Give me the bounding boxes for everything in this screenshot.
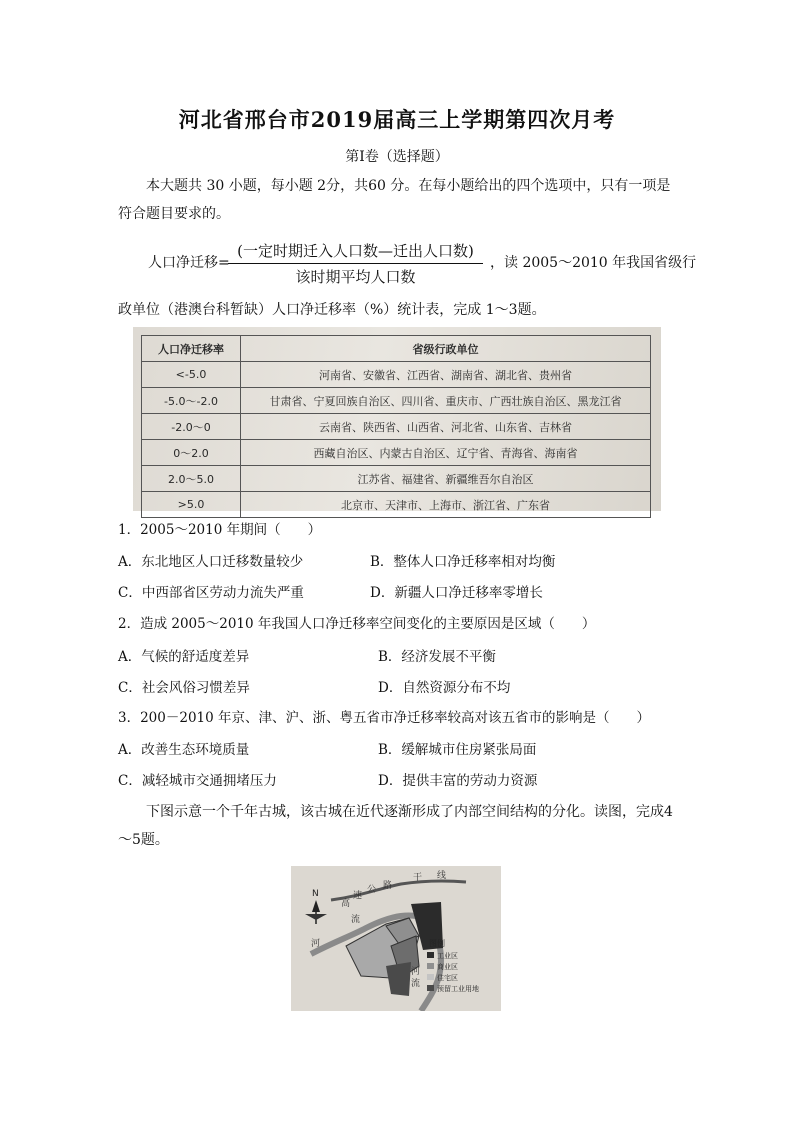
table-row <box>142 414 651 440</box>
answer-option: D．提供丰富的劳动力资源 <box>378 773 538 789</box>
question-stem: 2．造成 2005～2010 年我国人口净迁移率空间变化的主要原因是区域（ ） <box>118 616 596 632</box>
provinces-cell: 北京市、天津市、上海市、浙江省、广东省 <box>241 492 651 518</box>
answer-option: C．中西部省区劳动力流失严重 <box>118 585 304 601</box>
answer-option: A．东北地区人口迁移数量较少 <box>118 554 304 570</box>
table-header-row <box>142 336 651 362</box>
legend-residential: 住宅区 <box>437 974 458 982</box>
legend-title: 图例 <box>429 939 445 948</box>
question-stem: 1．2005～2010 年期间（ ） <box>118 522 322 538</box>
instructions: 本大题共 30 小题，每小题 2分，共60 分。在每小题给出的四个选项中，只有一项是符合题目要求的。 <box>118 178 671 222</box>
table-row <box>142 440 651 466</box>
table-row <box>142 492 651 518</box>
formula-numerator: (一定时期迁入人口数—迁出人口数) <box>228 240 483 264</box>
section-subtitle: 第Ⅰ卷（选择题） <box>345 149 449 165</box>
legend-industrial: 工业区 <box>437 952 458 960</box>
passage-2: 下图示意一个千年古城，该古城在近代逐渐形成了内部空间结构的分化。读图，完成4～5题。 <box>118 804 673 848</box>
answer-option: C．减轻城市交通拥堵压力 <box>118 773 277 789</box>
answer-option: C．社会风俗习惯差异 <box>118 680 250 696</box>
river-label: 河 <box>311 939 321 949</box>
river-label: 流 <box>351 915 361 925</box>
north-label: N <box>312 889 319 899</box>
migration-rate-table-image <box>133 327 661 511</box>
formula-right: ，读 2005～2010 年我国省级行 <box>490 255 697 271</box>
rate-cell: >5.0 <box>142 492 241 518</box>
ancient-city-map <box>291 866 501 1011</box>
rate-cell: -2.0～0 <box>142 414 241 440</box>
answer-option: B．经济发展不平衡 <box>378 649 496 665</box>
table-row <box>142 362 651 388</box>
table-row <box>142 388 651 414</box>
page-title: 河北省邢台市2019届高三上学期第四次月考 <box>178 107 616 132</box>
legend-reserved-industrial: 预留工业用地 <box>437 985 479 993</box>
provinces-cell: 云南省、陕西省、山西省、河北省、山东省、吉林省 <box>241 414 651 440</box>
net-migration-formula <box>148 240 697 286</box>
formula-continuation: 政单位（港澳台科暂缺）人口净迁移率（%）统计表，完成 1～3题。 <box>118 302 546 318</box>
answer-option: A．气候的舒适度差异 <box>118 649 250 665</box>
rate-cell: 0～2.0 <box>142 440 241 466</box>
table-row <box>142 466 651 492</box>
river-label: 河 <box>411 967 421 977</box>
rate-cell: 2.0～5.0 <box>142 466 241 492</box>
formula-left: 人口净迁移= <box>148 255 230 271</box>
road-label: 高 <box>341 899 351 909</box>
migration-rate-table <box>141 335 651 518</box>
road-label: 干 <box>413 873 423 883</box>
legend-commercial: 商业区 <box>437 963 458 971</box>
provinces-cell: 江苏省、福建省、新疆维吾尔自治区 <box>241 466 651 492</box>
road-label: 路 <box>383 881 393 891</box>
answer-option: B．整体人口净迁移率相对均衡 <box>370 554 556 570</box>
table-header: 人口净迁移率 <box>142 336 241 362</box>
answer-option: D．新疆人口净迁移率零增长 <box>370 585 543 601</box>
provinces-cell: 甘肃省、宁夏回族自治区、四川省、重庆市、广西壮族自治区、黑龙江省 <box>241 388 651 414</box>
river-label: 流 <box>411 979 421 989</box>
question-stem: 3．200－2010 年京、津、沪、浙、粤五省市净迁移率较高对该五省市的影响是（ ） <box>118 710 651 726</box>
rate-cell: <-5.0 <box>142 362 241 388</box>
formula-denominator: 该时期平均人口数 <box>295 268 416 286</box>
provinces-cell: 西藏自治区、内蒙古自治区、辽宁省、青海省、海南省 <box>241 440 651 466</box>
answer-option: A．改善生态环境质量 <box>118 742 250 758</box>
road-label: 速 <box>353 891 363 901</box>
road-label: 公 <box>367 885 377 895</box>
answer-option: B．缓解城市住房紧张局面 <box>378 742 537 758</box>
rate-cell: -5.0～-2.0 <box>142 388 241 414</box>
answer-option: D．自然资源分布不均 <box>378 680 511 696</box>
formula-fraction <box>228 240 483 287</box>
provinces-cell: 河南省、安徽省、江西省、湖南省、湖北省、贵州省 <box>241 362 651 388</box>
road-label: 线 <box>437 871 447 881</box>
table-header: 省级行政单位 <box>241 336 651 362</box>
